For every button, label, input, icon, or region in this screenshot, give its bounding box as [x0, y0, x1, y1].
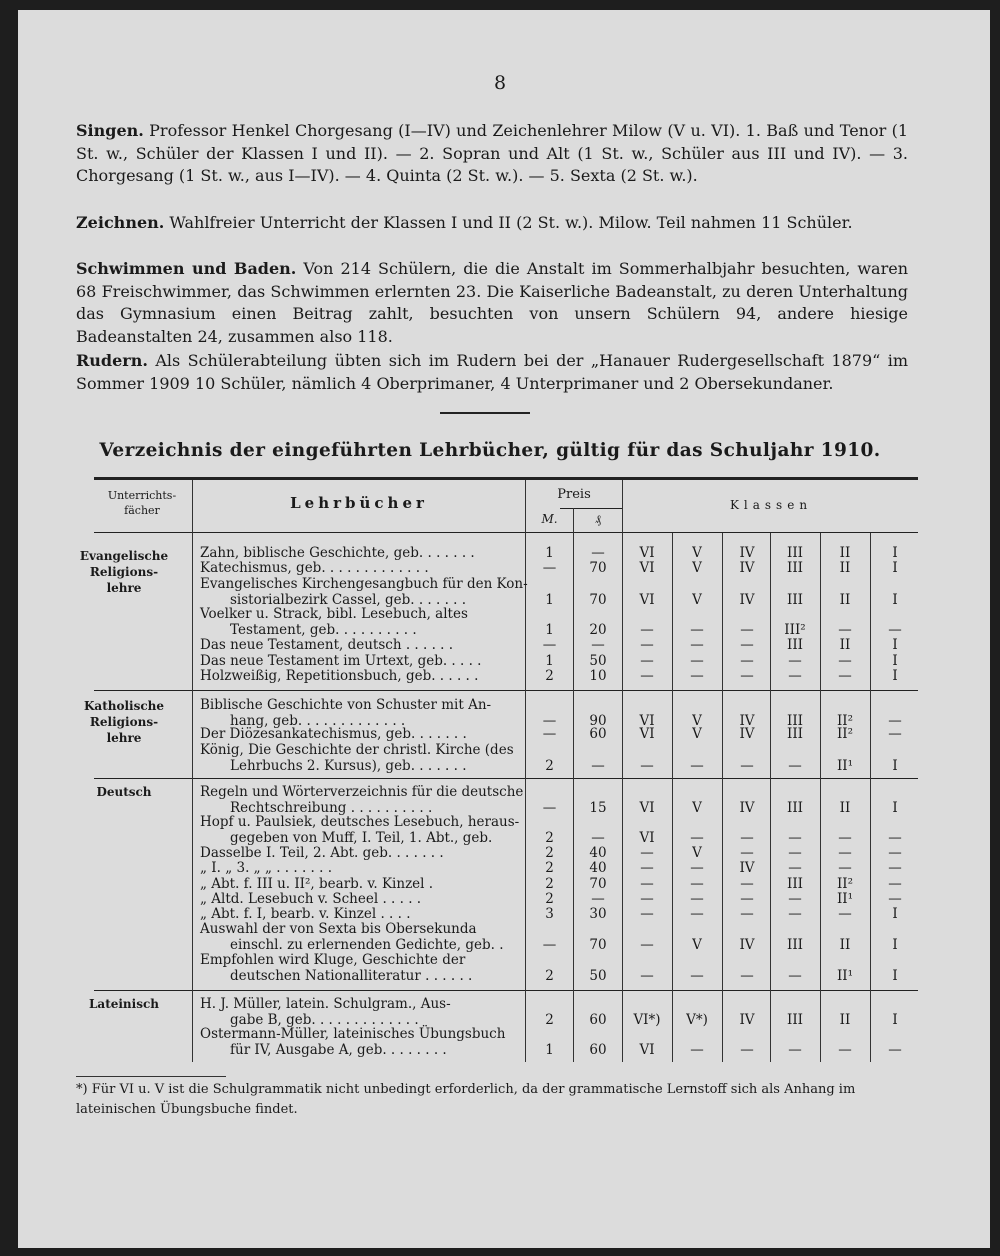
paragraph-zeichnen: [76, 212, 908, 235]
book-title: Das neue Testament im Urtext, geb. . . . .: [200, 653, 482, 669]
book-title: „ Altd. Lesebuch v. Scheel . . . . .: [200, 891, 422, 907]
price-pfennig: 70: [589, 560, 607, 576]
price-mark: 1: [545, 653, 554, 669]
class-cell: V: [692, 845, 702, 861]
price-pfennig: 60: [589, 726, 607, 742]
section-rule: [94, 778, 918, 779]
class-cell: III: [787, 726, 803, 742]
class-cell: IV: [739, 591, 755, 608]
class-cell: V: [692, 560, 702, 576]
class-cell: —: [888, 712, 902, 729]
class-cell: I: [892, 560, 898, 576]
class-cell: IV: [739, 712, 755, 729]
book-title: Voelker u. Strack, bibl. Lesebuch, altes: [200, 606, 468, 622]
class-cell: II: [839, 936, 851, 953]
class-cell: —: [690, 757, 704, 774]
book-title: „ I. „ 3. „ „ . . . . . . .: [200, 860, 333, 876]
price-pfennig: 50: [589, 653, 607, 669]
price-mark: 1: [545, 545, 554, 561]
class-cell: III: [787, 799, 803, 816]
book-title: Hopf u. Paulsiek, deutsches Lesebuch, heraus-: [200, 814, 520, 830]
header-subjects: Unterrichts-fächer: [107, 489, 177, 517]
class-cell: II¹: [836, 967, 854, 984]
book-title: Dasselbe I. Teil, 2. Abt. geb. . . . . . .: [200, 845, 444, 861]
price-mark: 1: [545, 591, 554, 608]
class-cell: —: [740, 653, 754, 669]
class-cell: VI: [639, 799, 655, 816]
price-pfennig: 20: [589, 621, 607, 638]
header-pfennig: ₰: [595, 512, 601, 526]
price-mark: 3: [545, 906, 554, 922]
class-cell: —: [888, 891, 902, 907]
class-cell: —: [838, 1041, 852, 1058]
price-pfennig: —: [591, 545, 605, 561]
paragraph-heading: Rudern.: [76, 351, 148, 370]
book-title: Testament, geb. . . . . . . . . .: [230, 621, 417, 638]
class-cell: II: [839, 799, 851, 816]
book-title: Biblische Geschichte von Schuster mit An-: [200, 697, 492, 713]
class-cell: —: [690, 967, 704, 984]
column-divider: [722, 533, 723, 1062]
class-cell: I: [892, 1011, 898, 1028]
book-title: hang, geb. . . . . . . . . . . . .: [230, 712, 406, 729]
class-cell: —: [740, 668, 754, 684]
price-pfennig: —: [591, 829, 605, 846]
book-title: gegeben von Muff, I. Teil, 1. Abt., geb.: [230, 829, 493, 846]
class-cell: —: [788, 891, 802, 907]
class-cell: I: [892, 545, 898, 561]
book-title: für IV, Ausgabe A, geb. . . . . . . .: [230, 1041, 447, 1058]
book-title: „ Abt. f. I, bearb. v. Kinzel . . . .: [200, 906, 411, 922]
book-title: H. J. Müller, latein. Schulgram., Aus-: [200, 996, 451, 1012]
class-cell: V: [692, 591, 702, 608]
price-pfennig: 70: [589, 876, 607, 892]
class-cell: —: [690, 637, 704, 653]
price-mark: —: [542, 637, 557, 653]
price-mark: —: [542, 936, 557, 953]
class-cell: —: [640, 936, 654, 953]
class-cell: VI: [639, 726, 655, 742]
class-cell: —: [740, 621, 754, 638]
header-price: Preis: [557, 487, 591, 502]
class-cell: —: [640, 668, 654, 684]
class-cell: IV: [739, 860, 755, 876]
class-cell: —: [838, 668, 852, 684]
price-pfennig: 15: [589, 799, 607, 816]
class-cell: II: [839, 591, 851, 608]
price-mark: 1: [545, 621, 554, 638]
class-cell: —: [888, 621, 902, 638]
class-cell: III²: [784, 621, 806, 638]
price-pfennig: 30: [589, 906, 607, 922]
book-title: Katechismus, geb. . . . . . . . . . . . .: [200, 560, 429, 576]
class-cell: V: [692, 545, 702, 561]
paragraph-heading: Zeichnen.: [76, 213, 165, 232]
class-cell: —: [788, 668, 802, 684]
price-pfennig: 70: [589, 591, 607, 608]
footnote: *) Für VI u. V ist die Schulgrammatik nicht unbedingt erforderlich, da der grammatische Lernstoff sich als Anhang im lateinischen Übungsbuche findet.: [76, 1082, 856, 1117]
book-title: gabe B, geb. . . . . . . . . . . . .: [230, 1011, 419, 1028]
paragraph-text: Professor Henkel Chorgesang (I—IV) und Zeichenlehrer Milow (V u. VI). 1. Baß und Tenor (1 St. w., Schüler der Klassen I und II). — 2. Sopran und Alt (1 St. w., Schüler aus III und IV). — 3. Chorgesang (1 St. w., aus I—IV). — 4. Quinta (2 St. w.). — 5. Sexta (2 St. w.).: [76, 121, 908, 186]
class-cell: III: [787, 1011, 803, 1028]
price-pfennig: 40: [589, 845, 607, 861]
column-divider: [870, 533, 871, 1062]
class-cell: —: [690, 668, 704, 684]
class-cell: —: [838, 653, 852, 669]
class-cell: —: [740, 906, 754, 922]
class-cell: —: [788, 829, 802, 846]
class-cell: —: [838, 621, 852, 638]
price-mark: —: [542, 560, 557, 576]
class-cell: IV: [739, 560, 755, 576]
class-cell: —: [740, 891, 754, 907]
class-cell: —: [888, 1041, 902, 1058]
class-cell: —: [740, 1041, 754, 1058]
class-cell: —: [740, 637, 754, 653]
class-cell: —: [788, 845, 802, 861]
class-cell: —: [788, 757, 802, 774]
price-mark: 2: [545, 891, 554, 907]
table-top-rule: [94, 477, 918, 480]
section-rule: [94, 990, 918, 991]
book-title: Holzweißig, Repetitionsbuch, geb. . . . . .: [200, 668, 479, 684]
class-cell: —: [640, 876, 654, 892]
class-cell: —: [640, 845, 654, 861]
class-cell: II²: [836, 876, 854, 892]
price-pfennig: —: [591, 637, 605, 653]
column-divider: [672, 533, 673, 1062]
class-cell: —: [690, 906, 704, 922]
class-cell: —: [640, 757, 654, 774]
class-cell: I: [892, 757, 898, 774]
price-mark: 2: [545, 860, 554, 876]
class-cell: —: [690, 621, 704, 638]
column-divider: [770, 533, 771, 1062]
price-mark: 2: [545, 1011, 554, 1028]
price-mark: 2: [545, 668, 554, 684]
price-mark: 2: [545, 967, 554, 984]
class-cell: V: [692, 799, 702, 816]
class-cell: —: [788, 1041, 802, 1058]
price-pfennig: 50: [589, 967, 607, 984]
book-title: Regeln und Wörterverzeichnis für die deutsche: [200, 784, 524, 800]
class-cell: —: [788, 906, 802, 922]
class-cell: —: [888, 845, 902, 861]
class-cell: —: [888, 726, 902, 742]
column-divider: [820, 533, 821, 1062]
price-pfennig: 70: [589, 936, 607, 953]
paragraph-schwimmen: [76, 258, 908, 348]
class-cell: —: [838, 829, 852, 846]
subject-deutsch: Deutsch: [96, 785, 152, 799]
column-divider: [622, 480, 623, 1062]
book-title: sistorialbezirk Cassel, geb. . . . . . .: [230, 591, 467, 608]
subject-lateinisch: Lateinisch: [88, 997, 160, 1011]
price-pfennig: 60: [589, 1011, 607, 1028]
class-cell: IV: [739, 799, 755, 816]
class-cell: III: [787, 712, 803, 729]
class-cell: V*): [686, 1011, 708, 1028]
class-cell: III: [787, 876, 803, 892]
class-cell: —: [640, 891, 654, 907]
class-cell: —: [740, 845, 754, 861]
class-cell: —: [888, 829, 902, 846]
class-cell: —: [838, 845, 852, 861]
price-pfennig: —: [591, 891, 605, 907]
book-title: Empfohlen wird Kluge, Geschichte der: [200, 952, 466, 968]
book-title: König, Die Geschichte der christl. Kirche (des: [200, 742, 514, 758]
class-cell: VI: [639, 829, 655, 846]
book-title: Auswahl der von Sexta bis Obersekunda: [200, 921, 477, 937]
subject-evangelische-religionslehre: Evangelische Religions-lehre: [79, 549, 169, 595]
class-cell: V: [692, 712, 702, 729]
class-cell: IV: [739, 545, 755, 561]
class-cell: —: [838, 860, 852, 876]
price-mark: 2: [545, 845, 554, 861]
class-cell: —: [640, 860, 654, 876]
class-cell: I: [892, 637, 898, 653]
column-divider: [192, 480, 193, 1062]
price-pfennig: 10: [589, 668, 607, 684]
class-cell: VI*): [633, 1011, 661, 1028]
footnote-rule: [76, 1076, 226, 1077]
class-cell: II: [839, 545, 851, 561]
class-cell: —: [838, 906, 852, 922]
class-cell: —: [690, 653, 704, 669]
class-cell: —: [788, 967, 802, 984]
class-cell: II: [839, 1011, 851, 1028]
class-cell: I: [892, 591, 898, 608]
class-cell: I: [892, 799, 898, 816]
class-cell: —: [640, 967, 654, 984]
price-mark: 2: [545, 876, 554, 892]
class-cell: II: [839, 560, 851, 576]
price-mark: —: [542, 799, 557, 816]
class-cell: II¹: [836, 757, 854, 774]
class-cell: —: [690, 829, 704, 846]
price-mark: —: [542, 712, 557, 729]
header-mark: M.: [541, 512, 558, 526]
section-rule: [94, 690, 918, 691]
price-pfennig: 40: [589, 860, 607, 876]
price-mark: 2: [545, 829, 554, 846]
paragraph-text: Von 214 Schülern, die die Anstalt im Sommerhalbjahr besuchten, waren 68 Freischwimmer, das Schwimmen erlernten 23. Die Kaiserliche Badeanstalt, zu deren Unterhaltung das Gymnasium einen Beitrag zahlt, besuchten von unsern Schülern 94, andere hiesige Badeanstalten 24, zusammen also 118.: [76, 259, 908, 346]
class-cell: VI: [639, 591, 655, 608]
class-cell: I: [892, 967, 898, 984]
book-title: deutschen Nationalliteratur . . . . . .: [230, 967, 473, 984]
class-cell: I: [892, 906, 898, 922]
class-cell: III: [787, 545, 803, 561]
class-cell: II²: [836, 712, 854, 729]
book-title: „ Abt. f. III u. II², bearb. v. Kinzel .: [200, 876, 434, 892]
class-cell: II²: [836, 726, 854, 742]
class-cell: —: [640, 621, 654, 638]
book-title: Ostermann-Müller, lateinisches Übungsbuch: [200, 1026, 506, 1042]
class-cell: —: [740, 757, 754, 774]
price-mark: —: [542, 726, 557, 742]
paragraph-heading: Singen.: [76, 121, 144, 140]
class-cell: —: [788, 653, 802, 669]
book-title: einschl. zu erlernenden Gedichte, geb. .: [230, 936, 504, 953]
book-title: Der Diözesankatechismus, geb. . . . . . .: [200, 726, 467, 742]
table-header-rule: [94, 532, 918, 533]
book-title: Evangelisches Kirchengesangbuch für den Kon-: [200, 576, 528, 592]
class-cell: III: [787, 637, 803, 653]
class-cell: —: [740, 829, 754, 846]
class-cell: VI: [639, 1041, 655, 1058]
class-cell: —: [690, 876, 704, 892]
class-cell: —: [640, 906, 654, 922]
class-cell: —: [888, 860, 902, 876]
class-cell: II: [839, 637, 851, 653]
class-cell: V: [692, 726, 702, 742]
class-cell: III: [787, 560, 803, 576]
class-cell: —: [640, 637, 654, 653]
header-books: Lehrbücher: [290, 494, 428, 512]
class-cell: —: [888, 876, 902, 892]
header-classes: Klassen: [729, 498, 813, 512]
paragraph-heading: Schwimmen und Baden.: [76, 259, 297, 278]
class-cell: II¹: [836, 891, 854, 907]
class-cell: V: [692, 936, 702, 953]
price-pfennig: 90: [589, 712, 607, 729]
class-cell: I: [892, 653, 898, 669]
page-number: 8: [493, 72, 507, 94]
book-title: Zahn, biblische Geschichte, geb. . . . . . .: [200, 545, 475, 561]
class-cell: III: [787, 591, 803, 608]
class-cell: —: [740, 876, 754, 892]
paragraph-singen: [76, 120, 908, 188]
class-cell: IV: [739, 936, 755, 953]
table-title: Verzeichnis der eingeführten Lehrbücher, gültig für das Schuljahr 1910.: [99, 440, 881, 461]
class-cell: VI: [639, 712, 655, 729]
price-mark: 1: [545, 1041, 554, 1058]
class-cell: —: [690, 860, 704, 876]
class-cell: IV: [739, 726, 755, 742]
class-cell: —: [640, 653, 654, 669]
price-mark: 2: [545, 757, 554, 774]
price-header-rule: [560, 508, 622, 509]
class-cell: I: [892, 668, 898, 684]
class-cell: —: [788, 860, 802, 876]
subject-katholische-religionslehre: Katholische Religions-lehre: [83, 699, 164, 745]
class-cell: —: [690, 891, 704, 907]
class-cell: I: [892, 936, 898, 953]
class-cell: —: [690, 1041, 704, 1058]
book-title: Rechtschreibung . . . . . . . . . .: [230, 799, 433, 816]
class-cell: IV: [739, 1011, 755, 1028]
price-pfennig: —: [591, 757, 605, 774]
class-cell: —: [740, 967, 754, 984]
separator-line: [440, 412, 530, 414]
class-cell: VI: [639, 560, 655, 576]
class-cell: VI: [639, 545, 655, 561]
book-title: Das neue Testament, deutsch . . . . . .: [200, 637, 454, 653]
paragraph-text: Wahlfreier Unterricht der Klassen I und II (2 St. w.). Milow. Teil nahmen 11 Schüler.: [164, 213, 853, 232]
price-pfennig: 60: [589, 1041, 607, 1058]
book-title: Lehrbuchs 2. Kursus), geb. . . . . . .: [230, 757, 467, 774]
class-cell: III: [787, 936, 803, 953]
paragraph-text: Als Schülerabteilung übten sich im Rudern bei der „Hanauer Rudergesellschaft 1879“ im Sommer 1909 10 Schüler, nämlich 4 Oberprimaner, 4 Unterprimaner und 2 Obersekundaner.: [76, 351, 908, 393]
paragraph-rudern: [76, 350, 908, 395]
